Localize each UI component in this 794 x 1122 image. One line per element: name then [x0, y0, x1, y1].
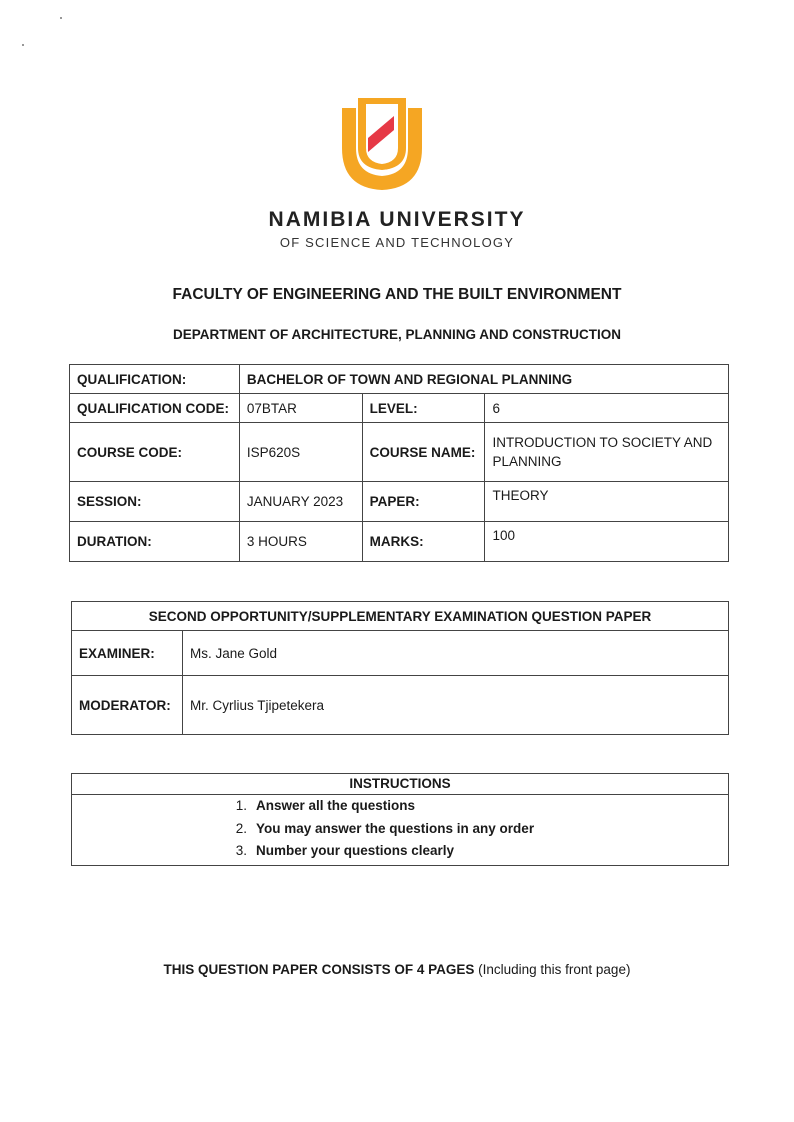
instruction-item [72, 840, 728, 863]
instruction-text: Answer all the questions [256, 798, 416, 813]
marks-value: 100 [485, 522, 729, 562]
instruction-number: 1. [235, 798, 247, 813]
page-count-normal: (Including this front page) [478, 962, 631, 977]
course-code-label: COURSE CODE: [70, 423, 240, 482]
examination-table [71, 601, 729, 735]
instruction-number: 2. [235, 820, 247, 836]
instructions-box [72, 774, 729, 866]
page-count-note [0, 962, 794, 977]
qualification-value: BACHELOR OF TOWN AND REGIONAL PLANNING [239, 365, 728, 394]
examiner-label: EXAMINER: [72, 631, 183, 676]
scan-speck [22, 44, 24, 46]
moderator-label: MODERATOR: [72, 676, 183, 735]
examiner-value: Ms. Jane Gold [182, 631, 728, 676]
course-name-label: COURSE NAME: [362, 423, 485, 482]
marks-label: MARKS: [362, 522, 485, 562]
qualification-label: QUALIFICATION: [70, 365, 240, 394]
paper-value: THEORY [485, 482, 729, 522]
duration-label: DURATION: [70, 522, 240, 562]
university-subtitle: OF SCIENCE AND TECHNOLOGY [279, 235, 515, 250]
department-title: DEPARTMENT OF ARCHITECTURE, PLANNING AND CONSTRUCTION [173, 327, 621, 342]
duration-value: 3 HOURS [239, 522, 362, 562]
paper-label: PAPER: [362, 482, 485, 522]
course-code-value: ISP620S [239, 423, 362, 482]
instruction-text: You may answer the questions in any order [256, 820, 535, 836]
session-label: SESSION: [70, 482, 240, 522]
instruction-item [72, 795, 728, 818]
instruction-number: 3. [235, 843, 247, 858]
instructions-table [71, 773, 729, 866]
qualification-code-label: QUALIFICATION CODE: [70, 394, 240, 423]
scan-speck [60, 17, 62, 19]
university-logo-icon [338, 94, 426, 192]
university-name: NAMIBIA UNIVERSITY [268, 208, 526, 231]
moderator-value: Mr. Cyrlius Tjipetekera [182, 676, 728, 735]
level-label: LEVEL: [362, 394, 485, 423]
exam-paper-title: SECOND OPPORTUNITY/SUPPLEMENTARY EXAMINATION QUESTION PAPER [72, 602, 729, 631]
session-value: JANUARY 2023 [239, 482, 362, 522]
course-name-value: INTRODUCTION TO SOCIETY AND PLANNING [485, 423, 729, 482]
instructions-title: INSTRUCTIONS [72, 774, 728, 795]
page-count-bold: THIS QUESTION PAPER CONSISTS OF 4 PAGES [163, 962, 475, 977]
level-value: 6 [485, 394, 729, 423]
qualification-code-value: 07BTAR [239, 394, 362, 423]
instruction-item [72, 818, 728, 841]
course-info-table [69, 364, 729, 562]
instruction-text: Number your questions clearly [256, 843, 455, 858]
instructions-list [72, 795, 728, 865]
faculty-title: FACULTY OF ENGINEERING AND THE BUILT ENVIRONMENT [172, 286, 622, 303]
